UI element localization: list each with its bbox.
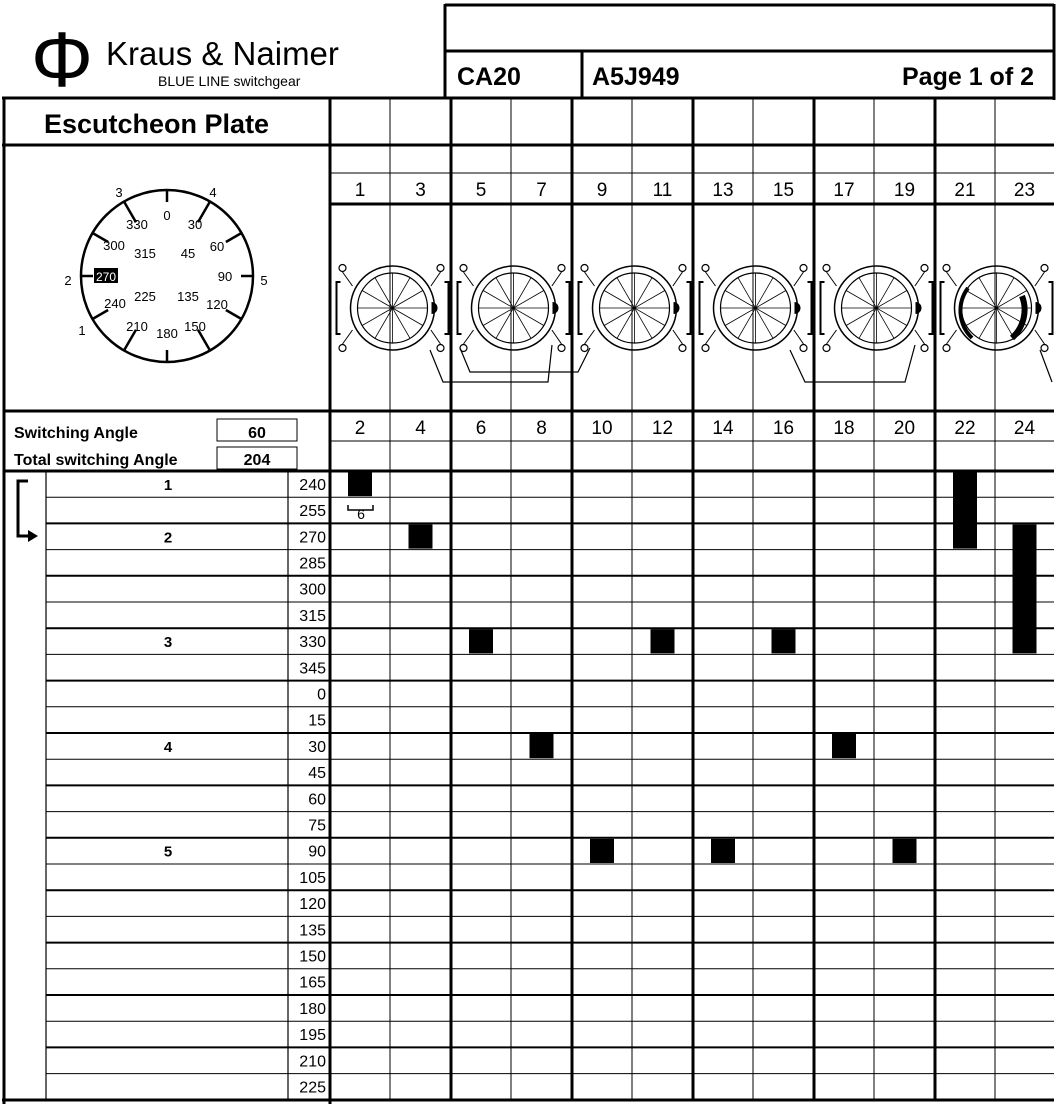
contact-wheel xyxy=(821,265,933,352)
contact-wheel xyxy=(941,265,1053,352)
row-angle-0: 0 xyxy=(317,686,326,704)
terminal-bottom-8: 8 xyxy=(536,418,547,439)
escutcheon-plate-title: Escutcheon Plate xyxy=(44,109,270,139)
row-angle-135: 135 xyxy=(299,922,326,940)
contact-bar xyxy=(832,734,856,758)
contact-wheel xyxy=(458,265,570,352)
row-angle-45: 45 xyxy=(308,765,326,783)
dial-angle-90: 90 xyxy=(217,269,233,284)
terminal-bottom-20: 20 xyxy=(893,418,916,439)
terminal-top-11: 11 xyxy=(652,180,673,201)
dial-angle-0: 0 xyxy=(163,208,171,223)
dial-angle-315: 315 xyxy=(134,246,156,261)
row-angle-225: 225 xyxy=(299,1079,326,1097)
logo-symbol-icon: Φ xyxy=(30,15,94,103)
total-angle-label: Total switching Angle xyxy=(14,452,178,469)
escutcheon-dial xyxy=(64,185,267,362)
contact-bar xyxy=(469,629,493,653)
contact-bar xyxy=(953,472,977,549)
dial-angle-150: 150 xyxy=(184,319,206,334)
dial-angle-300: 300 xyxy=(103,238,125,253)
brand-name: Kraus & Naimer xyxy=(106,35,339,72)
contact-bar xyxy=(409,524,433,548)
terminal-bottom-10: 10 xyxy=(591,418,613,439)
row-position-2: 2 xyxy=(163,529,173,547)
terminal-bottom-2: 2 xyxy=(354,418,366,439)
row-angle-345: 345 xyxy=(299,660,326,678)
page-indicator: Page 1 of 2 xyxy=(902,63,1034,91)
dial-angle-210: 210 xyxy=(126,319,148,334)
drawing-number: A5J949 xyxy=(592,63,680,91)
row-angle-15: 15 xyxy=(308,712,326,730)
contact-bar xyxy=(590,839,614,863)
terminal-top-1: 1 xyxy=(354,180,366,201)
terminal-bottom-18: 18 xyxy=(833,418,855,439)
terminal-top-5: 5 xyxy=(475,180,487,201)
terminal-top-23: 23 xyxy=(1013,180,1036,201)
row-position-3: 3 xyxy=(163,634,173,652)
row-angle-240: 240 xyxy=(299,476,326,494)
dial-angle-225: 225 xyxy=(134,289,156,304)
contact-bar xyxy=(530,734,554,758)
contact-bar xyxy=(1013,524,1037,653)
contact-bar xyxy=(893,839,917,863)
terminal-bottom-22: 22 xyxy=(954,418,976,439)
row-angle-165: 165 xyxy=(299,974,326,992)
terminal-top-9: 9 xyxy=(596,180,608,201)
contact-bar xyxy=(348,472,372,496)
switching-angle-label: Switching Angle xyxy=(14,425,138,442)
dial-position-2: 2 xyxy=(64,273,72,288)
terminal-top-17: 17 xyxy=(833,180,855,201)
total-angle-value: 204 xyxy=(243,452,271,469)
terminal-top-3: 3 xyxy=(415,180,426,201)
row-angle-315: 315 xyxy=(299,607,326,625)
terminal-top-21: 21 xyxy=(954,180,976,201)
terminal-top-7: 7 xyxy=(536,180,547,201)
row-angle-255: 255 xyxy=(299,503,326,521)
contact-bar xyxy=(711,839,735,863)
row-angle-330: 330 xyxy=(299,634,326,652)
dial-position-4: 4 xyxy=(209,185,217,200)
row-position-4: 4 xyxy=(163,738,173,756)
contact-wheel xyxy=(700,265,812,352)
terminal-bottom-4: 4 xyxy=(415,418,426,439)
contact-bar xyxy=(651,629,675,653)
terminal-bridges xyxy=(430,345,1052,382)
logo xyxy=(31,15,339,103)
dial-position-5: 5 xyxy=(260,273,268,288)
switching-angle-value: 60 xyxy=(248,425,266,442)
row-angle-195: 195 xyxy=(299,1027,326,1045)
frame-lines xyxy=(2,98,1054,1104)
program-rows xyxy=(164,477,326,1097)
row-position-1: 1 xyxy=(163,476,173,494)
dial-angle-240: 240 xyxy=(104,296,126,311)
dial-angle-135: 135 xyxy=(177,289,199,304)
dial-position-1: 1 xyxy=(78,323,86,338)
row-angle-300: 300 xyxy=(299,581,326,599)
row-angle-210: 210 xyxy=(299,1053,326,1071)
contact-wheel xyxy=(579,265,691,352)
terminal-bottom-16: 16 xyxy=(772,418,795,439)
brand-tagline: BLUE LINE switchgear xyxy=(158,73,301,89)
terminal-bottom-6: 6 xyxy=(475,418,487,439)
dial-angle-270: 270 xyxy=(95,270,117,284)
contact-bar xyxy=(772,629,796,653)
row-angle-285: 285 xyxy=(299,555,326,573)
row-angle-270: 270 xyxy=(299,529,326,547)
terminal-top-15: 15 xyxy=(772,180,795,201)
row-angle-90: 90 xyxy=(308,843,326,861)
terminal-bottom-24: 24 xyxy=(1013,418,1036,439)
dial-angle-330: 330 xyxy=(126,217,148,232)
dial-angle-45: 45 xyxy=(180,246,196,261)
row-angle-150: 150 xyxy=(299,948,326,966)
row-angle-30: 30 xyxy=(308,738,326,756)
row-angle-105: 105 xyxy=(299,869,326,887)
terminal-top-13: 13 xyxy=(712,180,734,201)
model-number: CA20 xyxy=(457,63,521,91)
dial-angle-60: 60 xyxy=(209,239,225,254)
program-grid xyxy=(46,98,1054,1100)
terminal-bottom-12: 12 xyxy=(651,418,674,439)
row-angle-75: 75 xyxy=(308,817,326,835)
row-angle-60: 60 xyxy=(308,791,326,809)
dial-angle-180: 180 xyxy=(156,326,178,341)
terminal-top-19: 19 xyxy=(893,180,916,201)
row-angle-180: 180 xyxy=(299,1000,326,1018)
row-position-5: 5 xyxy=(163,843,173,861)
contact-note: 6 xyxy=(357,506,365,522)
dial-position-3: 3 xyxy=(115,185,123,200)
contact-wheel xyxy=(337,265,449,352)
dial-angle-120: 120 xyxy=(206,297,228,312)
row-angle-120: 120 xyxy=(299,896,326,914)
dial-angle-30: 30 xyxy=(187,217,203,232)
terminal-bottom-14: 14 xyxy=(712,418,734,439)
